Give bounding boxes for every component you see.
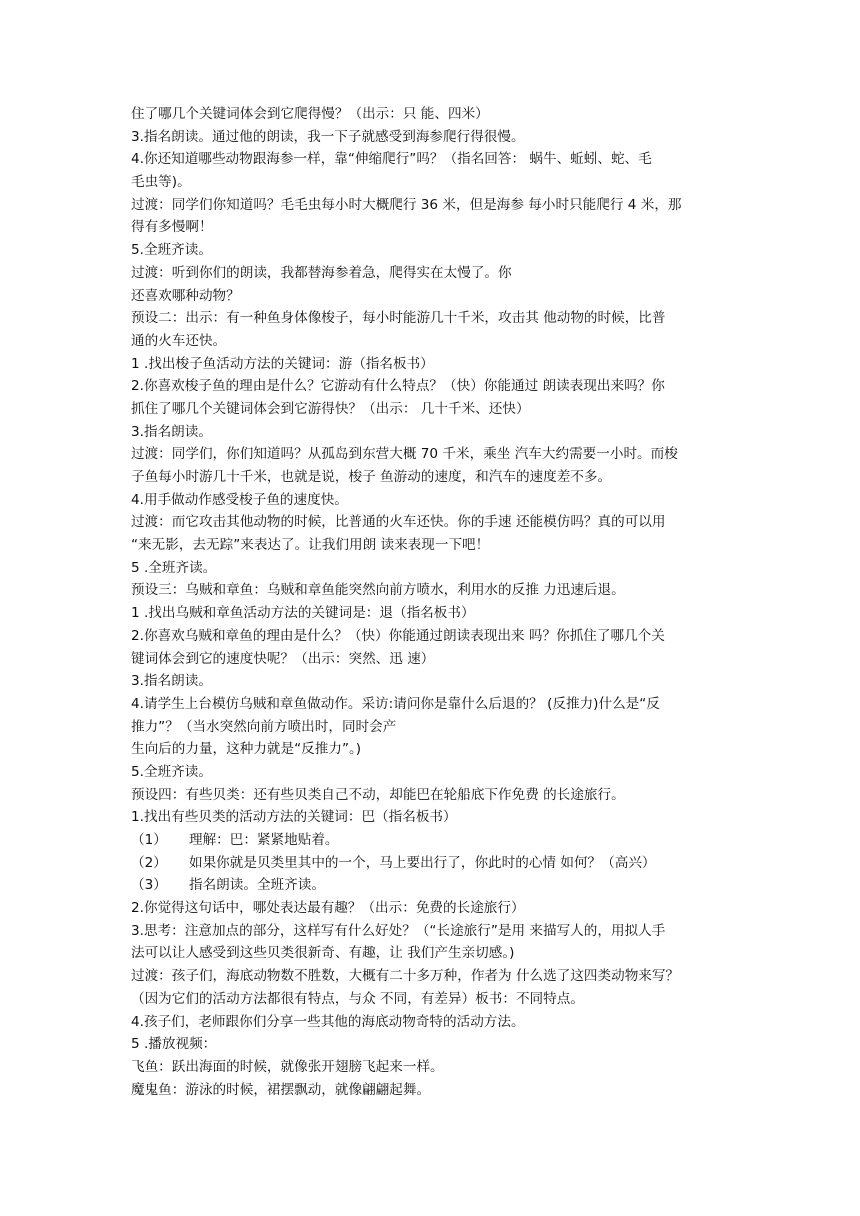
text-line: 推力”？（当水突然向前方喷出时，同时会产 bbox=[131, 718, 397, 735]
text-line: 键词体会到它的速度快呢？（出示：突然、迅 速） bbox=[131, 650, 435, 667]
text-line: 2.你喜欢乌贼和章鱼的理由是什么？（快）你能通过朗读表现出来 吗？你抓住了哪几个关 bbox=[131, 627, 665, 644]
text-line: 住了哪几个关键词体会到它爬得慢？（出示：只 能、四米） bbox=[131, 106, 489, 122]
text-line: 2.你喜欢梭子鱼的理由是什么？它游动有什么特点？（快）你能通过 朗读表现出来吗？你 bbox=[131, 378, 665, 395]
text-line: （因为它们的活动方法都很有特点，与众 不同，有差异）板书：不同特点。 bbox=[131, 990, 584, 1007]
text-line: 5.全班齐读。 bbox=[131, 763, 212, 780]
text-line: 预设四：有些贝类：还有些贝类自己不动，却能巴在轮船底下作免费 的长途旅行。 bbox=[131, 786, 625, 803]
text-line: 5 .播放视频： bbox=[131, 1036, 217, 1053]
document-body bbox=[131, 103, 733, 1101]
text-line: “来无影，去无踪”来表达了。让我们用朗 读来表现一下吧！ bbox=[131, 537, 490, 554]
text-line: 预设三：乌贼和章鱼：乌贼和章鱼能突然向前方喷水，利用水的反推 力迅速后退。 bbox=[131, 582, 625, 599]
text-line: 过渡：而它攻击其他动物的时候，比普通的火车还快。你的手速 还能模仿吗？真的可以用 bbox=[131, 514, 666, 531]
text-line: 过渡：听到你们的朗读，我都替海参着急，爬得实在太慢了。你 bbox=[131, 264, 512, 281]
text-line: 4.孩子们，老师跟你们分享一些其他的海底动物奇特的活动方法。 bbox=[131, 1013, 525, 1030]
text-line: 3.指名朗读。通过他的朗读，我一下子就感受到海参爬行得很慢。 bbox=[131, 128, 525, 145]
text-line: 子鱼每小时游几十千米，也就是说，梭子 鱼游动的速度，和汽车的速度差不多。 bbox=[131, 469, 612, 485]
text-line: 飞鱼：跃出海面的时候，就像张开翅膀飞起来一样。 bbox=[131, 1058, 444, 1075]
text-line: 过渡：同学们你知道吗？毛毛虫每小时大概爬行 36 米，但是海参 每小时只能爬行 4 米，那 bbox=[131, 196, 682, 213]
text-line: 3.思考：注意加点的部分，这样写有什么好处？（“长途旅行”是用 来描写人的，用拟人手 bbox=[131, 922, 666, 939]
sub-item-text: 理解：巴：紧紧地贴着。 bbox=[189, 832, 339, 848]
text-line: 抓住了哪几个关键词体会到它游得快？（出示： 几十千米、还快） bbox=[131, 400, 530, 417]
sub-item bbox=[131, 852, 733, 875]
sub-item-number: （3） bbox=[131, 877, 167, 894]
text-line: 1.找出有些贝类的活动方法的关键词：巴（指名板书） bbox=[131, 809, 457, 826]
text-line: 毛虫等)。 bbox=[131, 174, 191, 191]
text-line: 5.全班齐读。 bbox=[131, 242, 212, 259]
sub-item-text: 指名朗读。全班齐读。 bbox=[189, 877, 325, 894]
text-line: 4.你还知道哪些动物跟海参一样，靠“伸缩爬行”吗？（指名回答： 蜗牛、蚯蚓、蛇、毛 bbox=[131, 151, 652, 168]
text-line: 3.指名朗读。 bbox=[131, 423, 212, 440]
text-line: 1 .找出乌贼和章鱼活动方法的关键词是：退（指名板书） bbox=[131, 605, 475, 622]
sub-item-number: （2） bbox=[131, 854, 167, 871]
text-line: 过渡：孩子们，海底动物数不胜数，大概有二十多万种，作者为 什么选了这四类动物来写？ bbox=[131, 968, 680, 985]
text-line: 得有多慢啊！ bbox=[131, 219, 213, 236]
text-line: 4.请学生上台模仿乌贼和章鱼做动作。采访:请问你是靠什么后退的？ (反推力)什么是“反 bbox=[131, 695, 660, 712]
text-line: 通的火车还快。 bbox=[131, 332, 227, 349]
sub-item-text: 如果你就是贝类里其中的一个，马上要出行了，你此时的心情 如何？（高兴） bbox=[189, 854, 656, 871]
text-line: 还喜欢哪种动物？ bbox=[131, 287, 240, 304]
text-line: 预设二：出示：有一种鱼身体像梭子，每小时能游几十千米，攻击其 他动物的时候，比普 bbox=[131, 310, 666, 327]
sub-item bbox=[131, 829, 733, 852]
text-line: 法可以让人感受到这些贝类很新奇、有趣，让 我们产生亲切感。) bbox=[131, 945, 515, 962]
text-line: 魔鬼鱼：游泳的时候，裙摆飘动，就像翩翩起舞。 bbox=[131, 1081, 431, 1098]
text-line: 生向后的力量，这种力就是“反推力”。) bbox=[131, 741, 362, 758]
text-line: 4.用手做动作感受梭子鱼的速度快。 bbox=[131, 491, 348, 508]
text-line: 3.指名朗读。 bbox=[131, 673, 212, 690]
text-line: 1 .找出梭子鱼活动方法的关键词：游（指名板书） bbox=[131, 355, 434, 372]
text-line: 过渡：同学们，你们知道吗？从孤岛到东营大概 70 千米，乘坐 汽车大约需要一小时。而梭 bbox=[131, 446, 678, 463]
sub-item bbox=[131, 874, 733, 897]
text-line: 5 .全班齐读。 bbox=[131, 559, 217, 576]
sub-item-number: （1） bbox=[131, 832, 167, 848]
text-line: 2.你觉得这句话中，哪处表达最有趣？（出示：免费的长途旅行） bbox=[131, 900, 525, 917]
